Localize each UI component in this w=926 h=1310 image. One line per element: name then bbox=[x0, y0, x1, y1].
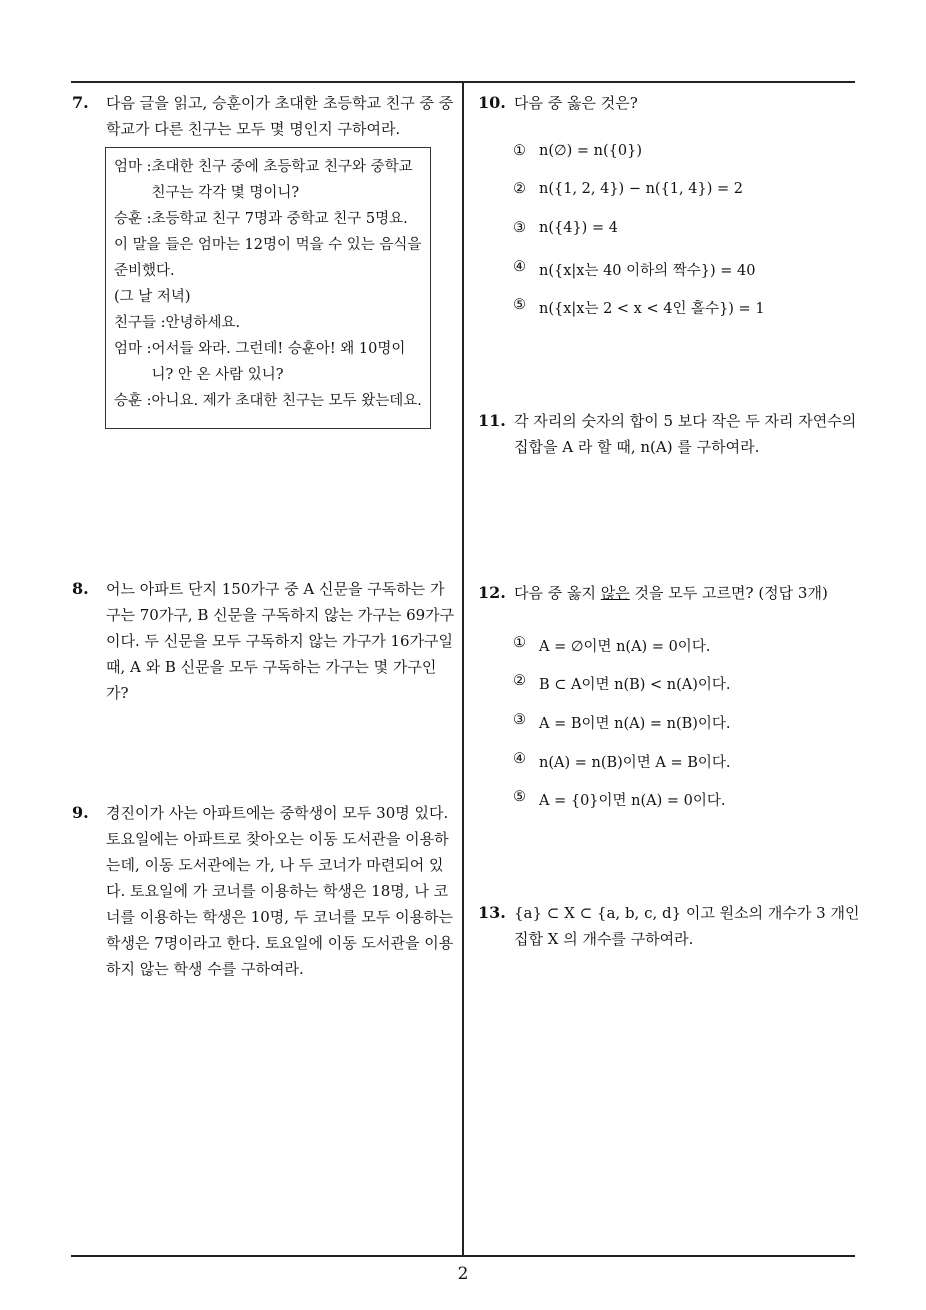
question-number: 7. bbox=[72, 93, 89, 112]
choice-mark: ⑤ bbox=[513, 789, 526, 805]
question-text bbox=[514, 580, 863, 606]
choice-text: A = B이면 n(A) = n(B)이다. bbox=[539, 716, 731, 732]
question-9 bbox=[72, 800, 457, 982]
dialogue-narration: (그 날 저녁) bbox=[114, 289, 191, 305]
dialogue-line bbox=[114, 206, 422, 232]
dialogue-text: 초대한 친구 중에 초등학교 친구와 중학교 친구는 각각 몇 명이니? bbox=[151, 159, 413, 201]
dialogue-speaker: 승훈 : bbox=[114, 393, 152, 409]
choice-item bbox=[513, 673, 731, 694]
dialogue-speaker: 엄마 : bbox=[114, 159, 152, 175]
question-text: 경진이가 사는 아파트에는 중학생이 모두 30명 있다. 토요일에는 아파트로 찾아오는 이동 도서관을 이용하는데, 이동 도서관에는 가, 나 두 코너가 마련되어 있다. 토요일에 가 코너를 이용하는 학생은 18명, 나 코너를 이용하는 학생은 10명, 두 코너를 모두 이용하는 학생은 7명이라고 한다. 토요일에 이동 도서관을 이용하지 않는 학생 수를 구하여라. bbox=[106, 804, 454, 978]
dialogue-text: 어서들 와라. 그런데! 승훈아! 왜 10명이니? 안 온 사람 있니? bbox=[151, 341, 406, 383]
question-11 bbox=[478, 408, 863, 460]
choice-item bbox=[513, 635, 710, 656]
dialogue-line bbox=[114, 336, 422, 388]
dialogue-text: 안녕하세요. bbox=[165, 315, 241, 331]
emphasis-underlined: 않은 bbox=[600, 584, 630, 602]
dialogue-line bbox=[114, 388, 422, 414]
question-10 bbox=[478, 90, 863, 116]
question-text: {a} ⊂ X ⊂ {a, b, c, d} 이고 원소의 개수가 3 개인 집합 X 의 개수를 구하여라. bbox=[514, 904, 860, 948]
dialogue-text: 아니요. 제가 초대한 친구는 모두 왔는데요. bbox=[151, 393, 422, 409]
choice-text: n(∅) = n({0}) bbox=[539, 143, 642, 159]
choice-text: n({x|x는 40 이하의 짝수}) = 40 bbox=[539, 263, 756, 279]
choice-item bbox=[513, 297, 765, 318]
choice-item bbox=[513, 712, 731, 733]
choice-item bbox=[513, 751, 731, 772]
choice-text: n({4}) = 4 bbox=[539, 220, 618, 236]
question-number: 12. bbox=[478, 583, 506, 602]
dialogue-speaker: 승훈 : bbox=[114, 211, 152, 227]
choice-mark: ① bbox=[513, 635, 526, 651]
choice-mark: ② bbox=[513, 181, 526, 197]
question-13 bbox=[478, 900, 863, 952]
choice-text: n({x|x는 2 < x < 4인 홀수}) = 1 bbox=[539, 301, 765, 317]
question-text-after: 것을 모두 고르면? bbox=[629, 584, 754, 602]
choice-mark: ③ bbox=[513, 220, 526, 236]
question-number: 10. bbox=[478, 93, 506, 112]
choice-item bbox=[513, 220, 618, 236]
answer-count-hint: (정답 3개) bbox=[758, 584, 828, 602]
choice-text: n(A) = n(B)이면 A = B이다. bbox=[539, 755, 731, 771]
question-8 bbox=[72, 576, 457, 706]
dialogue-line bbox=[114, 310, 422, 336]
question-text-before: 다음 중 옳지 bbox=[514, 584, 601, 602]
choice-item bbox=[513, 181, 743, 197]
question-number: 8. bbox=[72, 579, 89, 598]
question-number: 9. bbox=[72, 803, 89, 822]
choice-mark: ② bbox=[513, 673, 526, 689]
column-divider bbox=[462, 81, 464, 1256]
choice-mark: ① bbox=[513, 143, 526, 159]
dialogue-line bbox=[114, 154, 422, 206]
choice-text: A = ∅이면 n(A) = 0이다. bbox=[539, 639, 711, 655]
choice-item bbox=[513, 259, 755, 280]
choice-mark: ③ bbox=[513, 712, 526, 728]
choice-text: A = {0}이면 n(A) = 0이다. bbox=[539, 793, 726, 809]
question-text: 각 자리의 숫자의 합이 5 보다 작은 두 자리 자연수의 집합을 A 라 할 때, n(A) 를 구하여라. bbox=[514, 412, 857, 456]
dialogue-narration: 이 말을 들은 엄마는 12명이 먹을 수 있는 음식을 준비했다. bbox=[114, 237, 422, 279]
choice-mark: ④ bbox=[513, 751, 526, 767]
choice-item bbox=[513, 143, 642, 159]
dialogue-speaker: 엄마 : bbox=[114, 341, 152, 357]
page-number: 2 bbox=[457, 1264, 469, 1284]
question-7 bbox=[72, 90, 457, 142]
choice-list bbox=[513, 635, 853, 815]
choice-text: n({1, 2, 4}) − n({1, 4}) = 2 bbox=[539, 181, 743, 197]
dialogue-box bbox=[105, 147, 431, 429]
choice-item bbox=[513, 789, 725, 810]
choice-text: B ⊂ A이면 n(B) < n(A)이다. bbox=[539, 677, 731, 693]
question-12 bbox=[478, 580, 863, 606]
question-number: 11. bbox=[478, 411, 506, 430]
choice-mark: ④ bbox=[513, 259, 526, 275]
question-text: 다음 중 옳은 것은? bbox=[514, 94, 638, 112]
question-number: 13. bbox=[478, 903, 506, 922]
question-text: 다음 글을 읽고, 승훈이가 초대한 초등학교 친구 중 중학교가 다른 친구는 모두 몇 명인지 구하여라. bbox=[106, 94, 454, 138]
question-text: 어느 아파트 단지 150가구 중 A 신문을 구독하는 가구는 70가구, B 신문을 구독하지 않는 가구는 69가구이다. 두 신문을 모두 구독하지 않는 가구가 16가구일 때, A 와 B 신문을 모두 구독하는 가구는 몇 가구인가? bbox=[106, 580, 455, 702]
choice-mark: ⑤ bbox=[513, 297, 526, 313]
choice-list bbox=[513, 143, 853, 323]
dialogue-speaker: 친구들 : bbox=[114, 315, 166, 331]
dialogue-text: 초등학교 친구 7명과 중학교 친구 5명요. bbox=[151, 211, 408, 227]
